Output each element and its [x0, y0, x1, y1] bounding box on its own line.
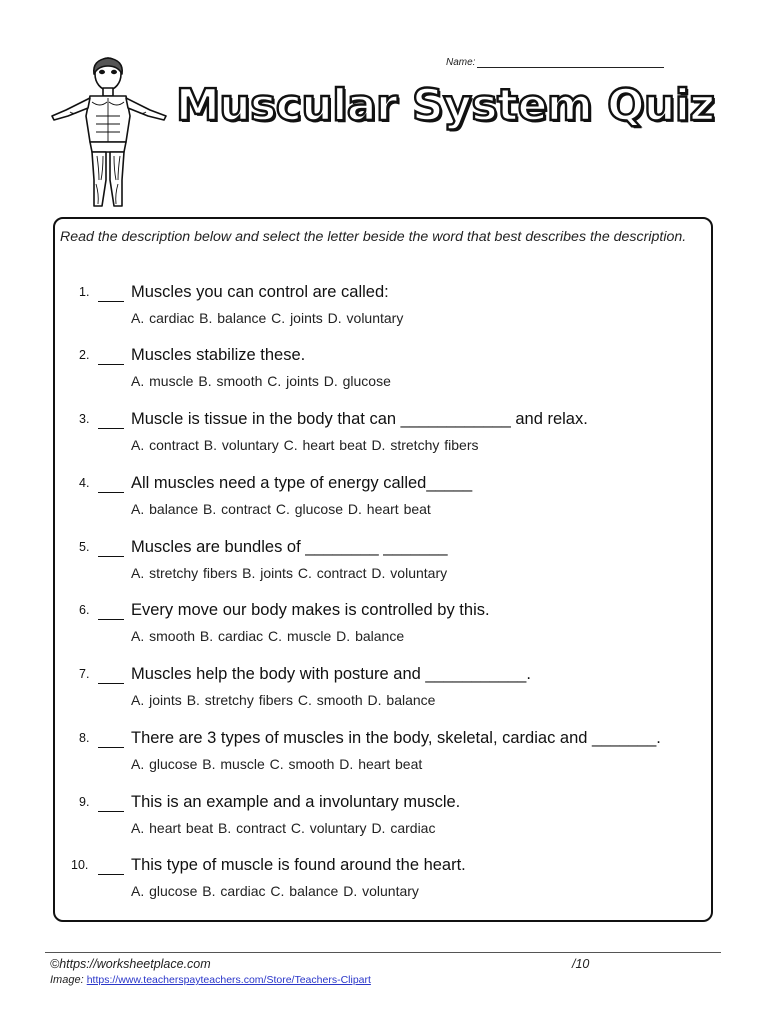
question-text: This type of muscle is found around the heart. — [131, 856, 466, 874]
question-number: 7. — [79, 667, 90, 681]
question-text: Muscles stabilize these. — [131, 346, 306, 364]
score-total: /10 — [572, 957, 590, 971]
question-text: Muscles help the body with posture and ___________. — [131, 665, 531, 683]
image-credit-link[interactable]: https://www.teacherspayteachers.com/Store/Teachers-Clipart — [86, 974, 371, 986]
question-text: There are 3 types of muscles in the body, skeletal, cardiac and _______. — [131, 729, 661, 747]
answer-blank[interactable] — [98, 811, 124, 812]
answer-options: A. cardiac B. balance C. joints D. voluntary — [131, 310, 404, 326]
answer-options: A. glucose B. muscle C. smooth D. heart beat — [131, 756, 423, 772]
copyright-text: ©https://worksheetplace.com — [50, 957, 211, 971]
answer-blank[interactable] — [98, 301, 124, 302]
answer-options: A. glucose B. cardiac C. balance D. voluntary — [131, 883, 419, 899]
page-title: Muscular System Quiz — [176, 80, 715, 131]
question-text: This is an example and a involuntary muscle. — [131, 793, 461, 811]
question-text: Muscles are bundles of ________ _______ — [131, 538, 448, 556]
name-blank-line — [477, 57, 664, 68]
question-text: Muscle is tissue in the body that can ____________ and relax. — [131, 410, 588, 428]
answer-blank[interactable] — [98, 747, 124, 748]
answer-blank[interactable] — [98, 683, 124, 684]
instructions-text: Read the description below and select the letter beside the word that best describes the description. — [60, 229, 687, 245]
question-number: 8. — [79, 731, 90, 745]
answer-blank[interactable] — [98, 364, 124, 365]
question-text: Every move our body makes is controlled by this. — [131, 601, 490, 619]
muscular-body-illustration — [50, 56, 168, 210]
answer-options: A. balance B. contract C. glucose D. heart beat — [131, 501, 431, 517]
question-number: 1. — [79, 285, 90, 299]
answer-options: A. smooth B. cardiac C. muscle D. balance — [131, 628, 405, 644]
answer-options: A. joints B. stretchy fibers C. smooth D. balance — [131, 692, 436, 708]
name-label: Name: — [446, 57, 476, 68]
question-number: 9. — [79, 795, 90, 809]
question-number: 5. — [79, 540, 90, 554]
question-number: 6. — [79, 603, 90, 617]
answer-blank[interactable] — [98, 428, 124, 429]
question-number: 3. — [79, 412, 90, 426]
answer-blank[interactable] — [98, 556, 124, 557]
answer-options: A. stretchy fibers B. joints C. contract D. voluntary — [131, 565, 448, 581]
question-number: 10. — [71, 858, 89, 872]
answer-blank[interactable] — [98, 874, 124, 875]
answer-options: A. muscle B. smooth C. joints D. glucose — [131, 373, 391, 389]
name-field[interactable] — [446, 57, 664, 68]
image-credit — [50, 974, 371, 986]
footer-divider — [45, 952, 721, 953]
image-credit-label: Image: — [50, 974, 84, 986]
question-text: Muscles you can control are called: — [131, 283, 389, 301]
answer-blank[interactable] — [98, 619, 124, 620]
answer-blank[interactable] — [98, 492, 124, 493]
question-text: All muscles need a type of energy called_____ — [131, 474, 473, 492]
answer-options: A. contract B. voluntary C. heart beat D. stretchy fibers — [131, 437, 479, 453]
answer-options: A. heart beat B. contract C. voluntary D. cardiac — [131, 820, 436, 836]
question-number: 4. — [79, 476, 90, 490]
question-number: 2. — [79, 348, 90, 362]
